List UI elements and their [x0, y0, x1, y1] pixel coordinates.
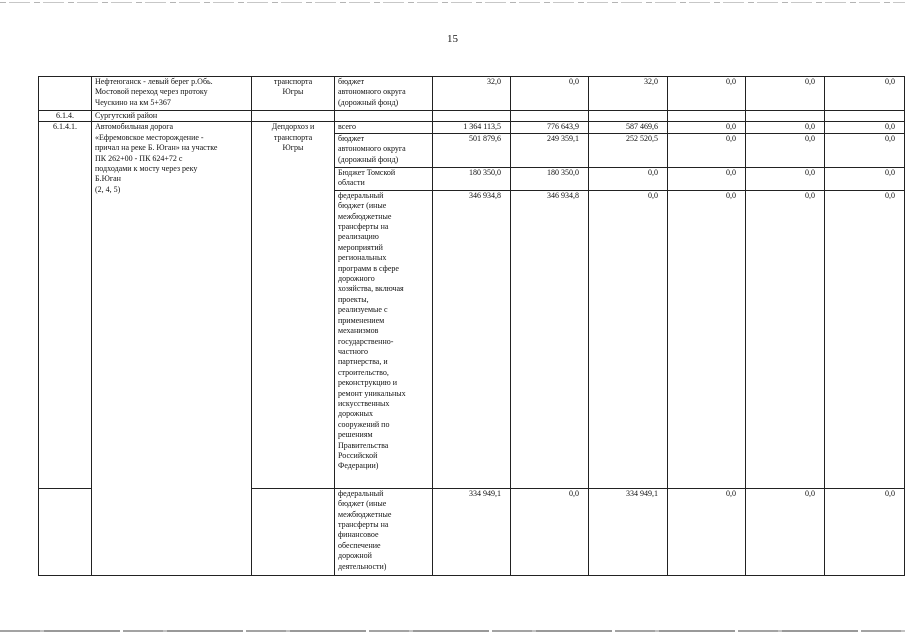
empty-cell — [589, 111, 668, 122]
text-line: «Ефремовское месторождение - — [95, 132, 204, 142]
text-line: (дорожный фонд) — [338, 154, 399, 164]
value-cell: 0,0 — [589, 167, 668, 190]
funding-source-cell: всего — [335, 122, 433, 133]
value-cell: 587 469,6 — [589, 122, 668, 133]
table-row — [39, 122, 905, 133]
text-line: Чеускино на км 5+367 — [95, 97, 171, 107]
text-line: хозяйства, включая — [338, 284, 404, 294]
text-line: искусственных — [338, 398, 390, 408]
text-line: Югры — [282, 87, 304, 97]
text-line: бюджет — [338, 133, 365, 143]
text-line: сооружений по — [338, 419, 390, 429]
value-cell: 0,0 — [668, 190, 746, 488]
text-line: дорожной — [338, 551, 372, 561]
value-cell: 0,0 — [668, 122, 746, 133]
funding-source-cell — [335, 190, 433, 488]
text-line: (дорожный фонд) — [338, 97, 399, 107]
text-line: применением — [338, 315, 385, 325]
text-line: механизмов — [338, 326, 379, 336]
text-line: мероприятий — [338, 242, 383, 252]
value-cell: 32,0 — [589, 77, 668, 111]
text-line: подходами к мосту через реку — [95, 164, 198, 174]
value-cell: 32,0 — [433, 77, 511, 111]
value-cell: 0,0 — [825, 133, 905, 167]
value-cell: 0,0 — [746, 122, 825, 133]
text-line: (2, 4, 5) — [95, 184, 121, 194]
funding-source-cell — [335, 77, 433, 111]
empty-cell — [825, 111, 905, 122]
row-number-cell — [39, 77, 92, 111]
funding-source-cell — [335, 167, 433, 190]
scan-artifact-bottom — [0, 630, 905, 632]
text-line: Нефтеюганск - левый берег р.Обь. — [95, 77, 213, 86]
budget-table — [38, 76, 905, 576]
text-line: бюджет — [338, 77, 365, 86]
value-cell: 249 359,1 — [511, 133, 589, 167]
page-number: 15 — [447, 33, 458, 45]
text-line: Бюджет Томской — [338, 167, 396, 177]
text-line: обеспечение — [338, 540, 381, 550]
value-cell: 0,0 — [668, 488, 746, 575]
text-line: Депдорхоз и — [271, 122, 315, 132]
text-line: трансферты на — [338, 520, 389, 530]
text-line: межбюджетные — [338, 509, 392, 519]
text-line: решениям — [338, 430, 373, 440]
text-line: финансовое — [338, 530, 379, 540]
section-title-cell: Сургутский район — [92, 111, 252, 122]
value-cell: 0,0 — [825, 122, 905, 133]
text-line: ремонт уникальных — [338, 388, 406, 398]
value-cell: 0,0 — [825, 190, 905, 488]
value-cell: 776 643,9 — [511, 122, 589, 133]
text-line: Мостовой переход через протоку — [95, 87, 208, 97]
text-line: дорожного — [338, 274, 375, 284]
text-line: Автомобильная дорога — [95, 122, 174, 132]
text-line: частного — [338, 346, 368, 356]
value-cell: 334 949,1 — [589, 488, 668, 575]
text-line: реализуемые с — [338, 305, 388, 315]
text-line: Югры — [282, 143, 304, 153]
text-line: Российской — [338, 450, 378, 460]
text-line: Федерации) — [338, 461, 379, 471]
text-line: межбюджетные — [338, 211, 392, 221]
value-cell: 0,0 — [746, 488, 825, 575]
empty-cell — [335, 111, 433, 122]
empty-cell — [39, 488, 92, 575]
value-cell: 0,0 — [825, 167, 905, 190]
text-line: ПК 262+00 - ПК 624+72 с — [95, 153, 183, 163]
value-cell: 180 350,0 — [433, 167, 511, 190]
empty-cell — [511, 111, 589, 122]
text-line: проекты, — [338, 294, 369, 304]
value-cell: 0,0 — [746, 167, 825, 190]
responsible-org-cell — [252, 122, 335, 488]
text-line: дорожных — [338, 409, 374, 419]
text-line: области — [338, 178, 365, 188]
responsible-org-cell — [252, 77, 335, 111]
object-name-cell — [92, 122, 252, 575]
text-line: бюджет (иные — [338, 201, 387, 211]
text-line: федеральный — [338, 190, 384, 200]
value-cell: 0,0 — [668, 167, 746, 190]
empty-cell — [668, 111, 746, 122]
text-line: Правительства — [338, 440, 389, 450]
text-line: партнерства, и — [338, 357, 388, 367]
empty-cell — [746, 111, 825, 122]
table-row — [39, 111, 905, 122]
value-cell: 1 364 113,5 — [433, 122, 511, 133]
value-cell: 0,0 — [668, 133, 746, 167]
funding-source-cell — [335, 488, 433, 575]
value-cell: 0,0 — [668, 77, 746, 111]
text-line: бюджет (иные — [338, 499, 387, 509]
value-cell: 0,0 — [511, 488, 589, 575]
value-cell: 346 934,8 — [511, 190, 589, 488]
empty-cell — [252, 488, 335, 575]
text-line: государственно- — [338, 336, 394, 346]
funding-source-cell — [335, 133, 433, 167]
value-cell: 0,0 — [746, 77, 825, 111]
text-line: трансферты на — [338, 222, 389, 232]
text-line: федеральный — [338, 488, 384, 498]
value-cell: 501 879,6 — [433, 133, 511, 167]
empty-cell — [252, 111, 335, 122]
text-line: автономного округа — [338, 87, 406, 97]
scan-artifact-top — [0, 2, 905, 3]
text-line: транспорта — [273, 132, 313, 142]
value-cell: 252 520,5 — [589, 133, 668, 167]
row-number-cell: 6.1.4. — [39, 111, 92, 122]
value-cell: 346 934,8 — [433, 190, 511, 488]
text-line: программ в сфере — [338, 263, 399, 273]
value-cell: 0,0 — [825, 77, 905, 111]
empty-cell — [433, 111, 511, 122]
table-row — [39, 77, 905, 111]
value-cell: 0,0 — [825, 488, 905, 575]
object-name-cell — [92, 77, 252, 111]
value-cell: 334 949,1 — [433, 488, 511, 575]
text-line: транспорта — [273, 77, 313, 86]
text-line: деятельности) — [338, 561, 387, 571]
text-line: причал на реке Б. Юган» на участке — [95, 143, 218, 153]
text-line: региональных — [338, 253, 387, 263]
row-number-cell: 6.1.4.1. — [39, 122, 92, 488]
text-line: реализацию — [338, 232, 379, 242]
value-cell: 0,0 — [589, 190, 668, 488]
text-line: Б.Юган — [95, 174, 121, 184]
text-line: строительство, — [338, 367, 389, 377]
text-line: автономного округа — [338, 144, 406, 154]
value-cell: 0,0 — [746, 133, 825, 167]
value-cell: 180 350,0 — [511, 167, 589, 190]
value-cell: 0,0 — [746, 190, 825, 488]
text-line: реконструкцию и — [338, 378, 398, 388]
value-cell: 0,0 — [511, 77, 589, 111]
